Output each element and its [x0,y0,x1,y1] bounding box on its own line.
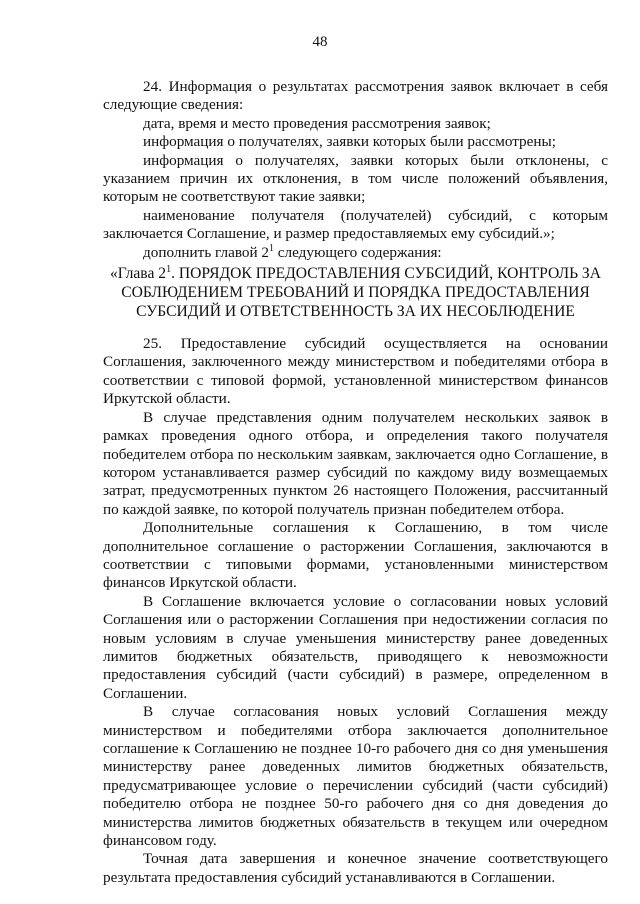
add-chapter-line [103,244,608,262]
document-body [103,78,608,887]
paragraph: Точная дата завершения и конечное значение соответствующего результата предоставления субсидий устанавливаются в Соглашении. [103,850,608,886]
chapter-title-sup: 1 [166,263,172,275]
add-chapter-sup: 1 [269,242,274,254]
page-number: 48 [312,34,328,50]
spacer [103,321,608,335]
add-chapter-suffix: следующего содержания: [274,243,442,261]
paragraph: В случае согласования новых условий Соглашения между министерством и победителями отбора заключается дополнительное соглашение к Соглашению не позднее 10-го рабочего дня со дня уменьшения министерству ранее доведенных лимитов бюджетных обязательств, предусматривающее условие о перечислении субсидий (части субсидий) победителю отбора не позднее 50-го рабочего дня со дня доведения до министерства лимитов бюджетных обязательств в текущем или очередном финансовом году. [103,703,608,850]
paragraph-24: 24. Информация о результатах рассмотрения заявок включает в себя следующие сведения: [103,78,608,114]
chapter-title-rest: . ПОРЯДОК ПРЕДОСТАВЛЕНИЯ СУБСИДИЙ, КОНТРОЛЬ ЗА СОБЛЮДЕНИЕМ ТРЕБОВАНИЙ И ПОРЯДКА ПРЕДОСТАВЛЕНИЯ СУБСИДИЙ И ОТВЕТСТВЕННОСТЬ ЗА ИХ НЕСОБЛЮДЕНИЕ [121,265,602,321]
add-chapter-text: дополнить главой 2 [143,243,269,261]
chapter-title [103,264,608,321]
chapter-title-prefix: «Глава 2 [109,265,167,283]
paragraph-list-item: дата, время и место проведения рассмотрения заявок; [143,114,491,132]
paragraph: В Соглашение включается условие о согласовании новых условий Соглашения или о расторжении Соглашения при недостижении согласия по новым условиям в случае уменьшения министерству ранее доведенных лимитов бюджетных обязательств, приводящего к невозможности предоставления субсидий (части субсидий) в размере, определенном в Соглашении. [103,592,608,702]
paragraph: В случае представления одним получателем нескольких заявок в рамках проведения одного отбора, и определения такого получателя победителем отбора по нескольким заявкам, заключается одно Соглашение, в котором устанавливается размер субсидий по каждому виду возмещаемых затрат, предусмотренных пунктом 26 настоящего Положения, рассчитанный по каждой заявке, по которой получатель признан победителем отбора. [103,408,608,518]
paragraph-list-item: информация о получателях, заявки которых были рассмотрены; [143,133,556,151]
paragraph-25: 25. Предоставление субсидий осуществляется на основании Соглашения, заключенного между министерством и победителями отбора в соответствии с типовой формой, установленной министерством финансов Иркутской области. [103,335,608,408]
paragraph: Дополнительные соглашения к Соглашению, в том числе дополнительное соглашение о расторжении Соглашения, заключаются в соответствии с типовыми формами, установленными министерством финансов Иркутской области. [103,519,608,592]
paragraph-list-item: наименование получателя (получателей) субсидий, с которым заключается Соглашение, и размер предоставляемых ему субсидий.»; [103,206,608,243]
paragraph-list-item: информация о получателях, заявки которых были отклонены, с указанием причин их отклонения, в том числе положений объявления, которым не соответствуют такие заявки; [103,151,608,206]
